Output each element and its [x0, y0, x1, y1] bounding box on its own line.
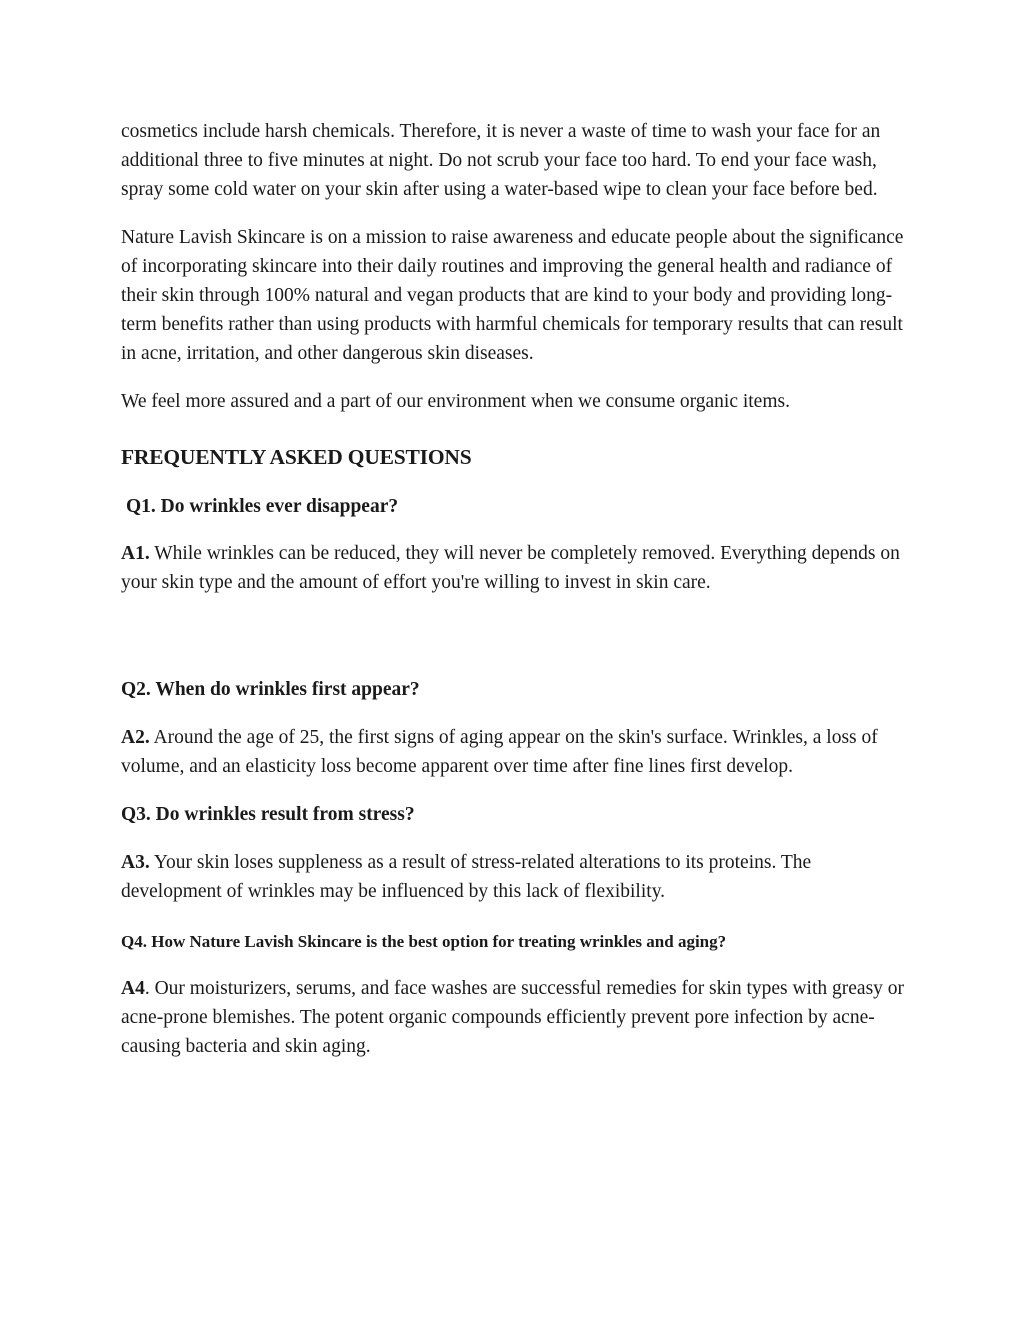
faq-question: Q1. Do wrinkles ever disappear? — [126, 496, 399, 518]
faq-answer-label: A3. — [121, 852, 150, 874]
faq-heading: FREQUENTLY ASKED QUESTIONS — [121, 445, 472, 470]
faq-answer-label: A4 — [121, 977, 145, 999]
document-page — [121, 118, 911, 1061]
faq-answer — [121, 975, 911, 1061]
faq-question: Q2. When do wrinkles first appear? — [121, 678, 420, 700]
faq-answer-text: Around the age of 25, the first signs of aging appear on the skin's surface. Wrinkles, a loss of volume, and an elasticity loss become apparent over time after fine lines first develop. — [121, 726, 878, 777]
faq-answer-label: A1. — [121, 543, 150, 565]
faq-answer-label: A2. — [121, 726, 150, 748]
faq-answer — [121, 849, 911, 907]
faq-question: Q3. Do wrinkles result from stress? — [121, 804, 415, 826]
faq-answer-text: Your skin loses suppleness as a result of stress-related alterations to its proteins. The development of wrinkles may be influenced by this lack of flexibility. — [121, 852, 812, 903]
faq-answer-text: While wrinkles can be reduced, they will never be completely removed. Everything depends on your skin type and the amount of effort you're willing to invest in skin care. — [121, 543, 900, 593]
faq-answer — [121, 540, 911, 598]
body-paragraph: We feel more assured and a part of our environment when we consume organic items. — [121, 391, 790, 413]
faq-answer-text: . Our moisturizers, serums, and face washes are successful remedies for skin types with greasy or acne-prone blemishes. The potent organic compounds efficiently prevent pore infection by acne-causing bacteria and skin aging. — [121, 977, 905, 1057]
faq-answer — [121, 724, 911, 782]
faq-question: Q4. How Nature Lavish Skincare is the best option for treating wrinkles and aging? — [121, 931, 727, 951]
body-paragraph: cosmetics include harsh chemicals. Therefore, it is never a waste of time to wash your face for an additional three to five minutes at night. Do not scrub your face too hard. To end your face wash, spray some cold water on your skin after using a water-based wipe to clean your face before bed. — [121, 121, 881, 200]
body-paragraph: Nature Lavish Skincare is on a mission to raise awareness and educate people about the significance of incorporating skincare into their daily routines and improving the general health and radiance of their skin through 100% natural and vegan products that are kind to your body and providing long-term benefits rather than using products with harmful chemicals for temporary results that can result in acne, irritation, and other dangerous skin diseases. — [121, 227, 904, 364]
